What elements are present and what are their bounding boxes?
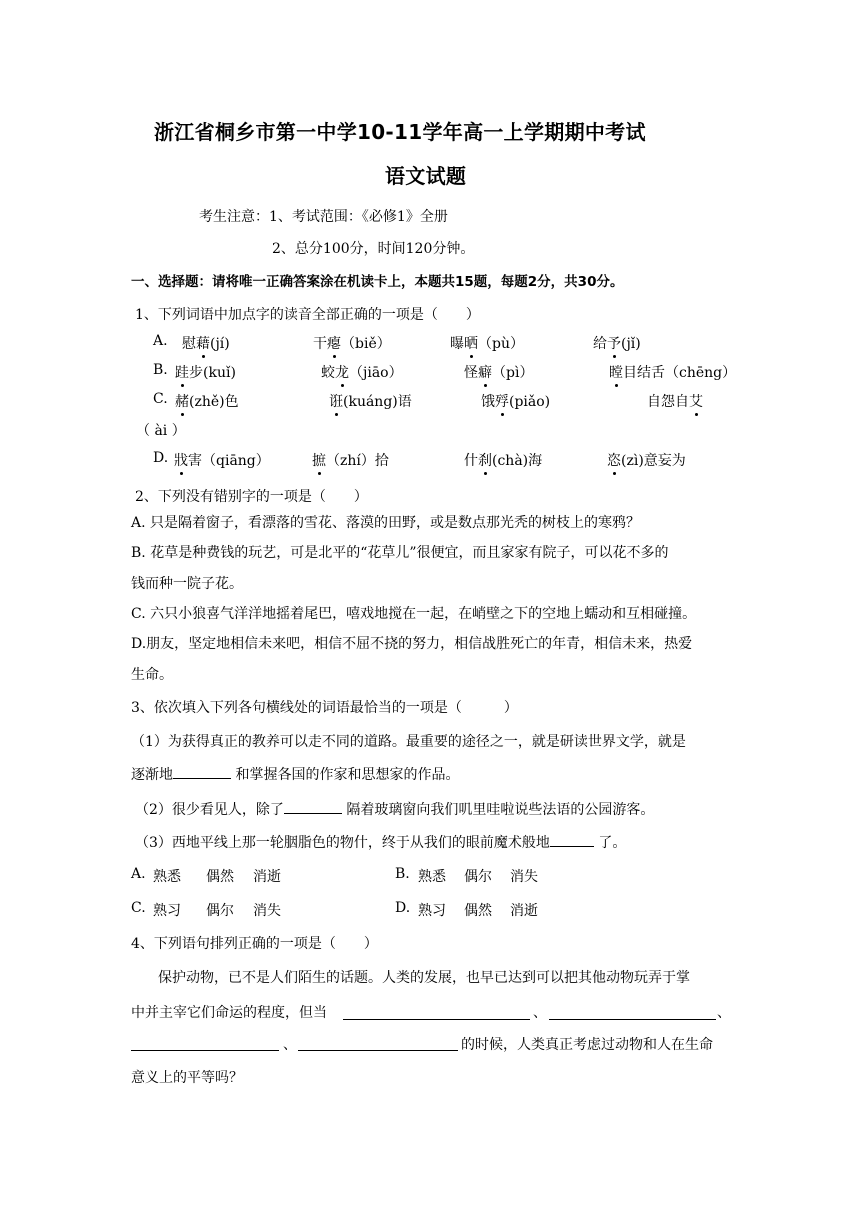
q3-sentence-1-line2: 逐渐地 和掌握各国的作家和思想家的作品。 (131, 764, 459, 784)
q2-option-a: A. 只是隔着窗子，看漂落的雪花、落漠的田野，或是数点那光秃的树枝上的寒鸦？ (131, 515, 641, 531)
q2-option-d-line1: D.朋友，坚定地相信未来吧，相信不屈不挠的努力，相信战胜死亡的年青，相信未来，热爱 (131, 636, 693, 652)
q3-blank-3 (550, 832, 594, 847)
q3-blank-1 (173, 764, 231, 779)
q1-c-item-3: 饿殍(piǎo) (481, 391, 550, 411)
q1-c-item-4: 自怨自艾 (647, 391, 703, 411)
q4-blank-1 (343, 1019, 530, 1020)
q4-comma-1: 、 (533, 1005, 547, 1021)
q1-a-item-3: 曝晒（pù） (450, 333, 524, 353)
q2-option-b-line1: B. 花草是种费钱的玩艺，可是北平的“花草儿”很便宜，而且家家有院子，可以花不多的 (131, 545, 669, 561)
q1-d-item-2: 摭（zhí）拾 (312, 450, 389, 470)
q1-b-item-4: 瞠目结舌（chēng） (609, 362, 736, 382)
section-heading: 一、选择题：请将唯一正确答案涂在机读卡上，本题共15题，每题2分，共30分。 (131, 274, 624, 290)
q4-comma-2: 、 (717, 1005, 731, 1021)
notice-line-1: 考生注意：1、考试范围：《必修1》全册 (199, 209, 448, 225)
question-4-stem: 4、下列语句排列正确的一项是（ ） (131, 936, 378, 952)
exam-page: 浙江省桐乡市第一中学10-11学年高一上学期期中考试 语文试题 考生注意：1、考试范围：《必修1》全册 2、总分100分，时间120分钟。 一、选择题：请将唯一正确答案涂在机读卡上，本题共15题，每题2分，共30分。 1、下列词语中加点字的读音全部正确的一项是（ ） A. 慰藉(jí) 干瘪（biě） 曝晒（pù） 给予(jǐ) B. 跬步(kuǐ) 蛟龙（jiāo） 怪癖（pì） 瞠目结舌（chēng） C. 赭(zhě)色 诳(kuáng)语 饿殍(piǎo) 自怨自艾 （ ài ） D. 戕害（qiāng） 摭（zhí）拾 什刹(chà)海 恣(zì)意妄为 2、下列没有错别字的一项是（ ） A. 只是隔着窗子，看漂落的雪花、落漠的田野，或是数点那光秃的树枝上的寒鸦？ B. 花草是种费钱的玩艺，可是北平的“花草儿”很便宜，而且家家有院子，可以花不多的 钱而种一院子花。 C. 六只小狼喜气洋洋地摇着尾巴，嘻戏地搅在一起，在峭壁之下的空地上蠕动和互相碰撞。 D.朋友，坚定地相信未来吧，相信不屈不挠的努力，相信战胜死亡的年青，相信未来，热爱 生命。 3、依次填入下列各句横线处的词语最恰当的一项是（ ） （1）为获得真正的教养可以走不同的道路。最重要的途径之一，就是研读世界文学，就是 逐渐地 和掌握各国的作家和思想家的作品。 （2）很少看见人，除了 隔着玻璃窗向我们叽里哇啦说些法语的公园游客。 （3）西地平线上那一轮胭脂色的物什，终于从我们的眼前魔术般地 了。 A. 熟悉 偶然 消逝 B. 熟悉 偶尔 消失 C. 熟习 偶尔 消失 D. 熟习 偶然 消逝 4、下列语句排列正确的一项是（ ） 保护动物，已不是人们陌生的话题。人类的发展，也早已达到可以把其他动物玩弄于掌 中并主宰它们命运的程度，但当 、 、 、 的时候，人类真正考虑过动物和人在生命 意义上的平等吗？ (0, 0, 860, 1216)
q2-option-d-line2: 生命。 (131, 667, 173, 683)
q1-b-item-1: 跬步(kuǐ) (175, 362, 236, 382)
q1-a-item-1: 慰藉(jí) (182, 333, 230, 353)
q1-d-item-4: 恣(zì)意妄为 (607, 450, 686, 470)
q4-blank-3 (131, 1050, 279, 1051)
question-2-stem: 2、下列没有错别字的一项是（ ） (135, 489, 368, 505)
q1-d-item-1: 戕害（qiāng） (174, 450, 270, 470)
q4-paragraph-line3: 的时候，人类真正考虑过动物和人在生命 (461, 1037, 713, 1053)
q4-paragraph-line2: 中并主宰它们命运的程度，但当 (131, 1005, 327, 1021)
q1-b-item-2: 蛟龙（jiāo） (321, 362, 403, 382)
q1-c-item-2: 诳(kuáng)语 (329, 391, 412, 411)
q4-comma-3: 、 (283, 1037, 297, 1053)
q3-sentence-2: （2）很少看见人，除了 隔着玻璃窗向我们叽里哇啦说些法语的公园游客。 (135, 799, 654, 819)
q4-blank-2 (549, 1019, 716, 1020)
q1-c-continuation: （ ài ） (136, 423, 186, 439)
question-1-stem: 1、下列词语中加点字的读音全部正确的一项是（ ） (135, 307, 480, 323)
q3-sentence-3: （3）西地平线上那一轮胭脂色的物什，终于从我们的眼前魔术般地 了。 (135, 832, 626, 852)
q4-paragraph-line4: 意义上的平等吗？ (131, 1070, 243, 1086)
q1-a-item-2: 干瘪（biě） (313, 333, 391, 353)
q3-sentence-1-line1: （1）为获得真正的教养可以走不同的道路。最重要的途径之一，就是研读世界文学，就是 (131, 734, 686, 750)
q4-blank-4 (298, 1050, 458, 1051)
q3-blank-2 (284, 799, 342, 814)
q1-d-item-3: 什刹(chà)海 (464, 450, 542, 470)
q1-a-item-4: 给予(jǐ) (593, 333, 641, 353)
q1-c-item-1: 赭(zhě)色 (175, 391, 239, 411)
exam-title: 浙江省桐乡市第一中学10-11学年高一上学期期中考试 (154, 120, 646, 144)
q2-option-c: C. 六只小狼喜气洋洋地摇着尾巴，嘻戏地搅在一起，在峭壁之下的空地上蠕动和互相碰撞。 (131, 606, 697, 622)
q4-paragraph-line1: 保护动物，已不是人们陌生的话题。人类的发展，也早已达到可以把其他动物玩弄于掌 (158, 970, 690, 986)
notice-line-2: 2、总分100分，时间120分钟。 (272, 241, 475, 257)
question-3-stem: 3、依次填入下列各句横线处的词语最恰当的一项是（ ） (131, 700, 518, 716)
exam-subtitle: 语文试题 (385, 164, 467, 188)
q2-option-b-line2: 钱而种一院子花。 (131, 576, 243, 592)
q1-b-item-3: 怪癖（pì） (464, 362, 533, 382)
